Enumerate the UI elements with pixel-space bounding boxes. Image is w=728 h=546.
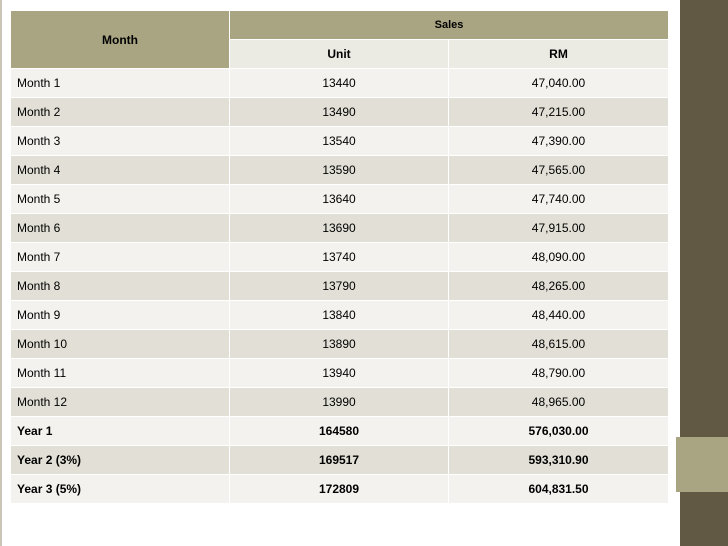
sales-table [10, 10, 669, 504]
unit-value: 13940 [230, 359, 449, 388]
unit-value: 13740 [230, 243, 449, 272]
rm-value: 47,915.00 [449, 214, 669, 243]
table-row [11, 156, 669, 185]
table-row [11, 127, 669, 156]
row-label: Month 7 [11, 243, 230, 272]
unit-value: 169517 [230, 446, 449, 475]
row-label: Year 3 (5%) [11, 475, 230, 504]
table-row [11, 272, 669, 301]
unit-value: 13540 [230, 127, 449, 156]
rm-value: 576,030.00 [449, 417, 669, 446]
rm-value: 593,310.90 [449, 446, 669, 475]
right-decorative-tab [676, 437, 728, 492]
row-label: Month 1 [11, 69, 230, 98]
row-label: Month 8 [11, 272, 230, 301]
row-label: Month 11 [11, 359, 230, 388]
table-row [11, 359, 669, 388]
unit-value: 172809 [230, 475, 449, 504]
rm-value: 48,965.00 [449, 388, 669, 417]
table-row [11, 330, 669, 359]
header-row-top [11, 11, 669, 40]
left-border-strip [0, 0, 2, 546]
unit-value: 164580 [230, 417, 449, 446]
rm-value: 47,740.00 [449, 185, 669, 214]
table-row [11, 388, 669, 417]
rm-value: 47,565.00 [449, 156, 669, 185]
unit-value: 13640 [230, 185, 449, 214]
rm-value: 48,790.00 [449, 359, 669, 388]
table-row [11, 98, 669, 127]
table-row [11, 301, 669, 330]
rm-value: 47,390.00 [449, 127, 669, 156]
row-label: Month 4 [11, 156, 230, 185]
table-header [11, 11, 669, 69]
total-row [11, 417, 669, 446]
rm-value: 48,090.00 [449, 243, 669, 272]
table-body [11, 69, 669, 504]
table-row [11, 243, 669, 272]
table-row [11, 185, 669, 214]
rm-value: 48,615.00 [449, 330, 669, 359]
unit-value: 13990 [230, 388, 449, 417]
row-label: Month 5 [11, 185, 230, 214]
rm-value: 47,040.00 [449, 69, 669, 98]
unit-value: 13440 [230, 69, 449, 98]
header-sales: Sales [230, 11, 669, 40]
row-label: Month 9 [11, 301, 230, 330]
header-unit: Unit [230, 40, 449, 69]
unit-value: 13490 [230, 98, 449, 127]
rm-value: 48,440.00 [449, 301, 669, 330]
row-label: Month 3 [11, 127, 230, 156]
unit-value: 13840 [230, 301, 449, 330]
header-month: Month [11, 11, 230, 69]
table-row [11, 69, 669, 98]
rm-value: 47,215.00 [449, 98, 669, 127]
rm-value: 604,831.50 [449, 475, 669, 504]
row-label: Year 1 [11, 417, 230, 446]
row-label: Month 2 [11, 98, 230, 127]
table-row [11, 214, 669, 243]
row-label: Month 12 [11, 388, 230, 417]
row-label: Month 6 [11, 214, 230, 243]
header-rm: RM [449, 40, 669, 69]
unit-value: 13890 [230, 330, 449, 359]
unit-value: 13590 [230, 156, 449, 185]
row-label: Month 10 [11, 330, 230, 359]
total-row [11, 475, 669, 504]
rm-value: 48,265.00 [449, 272, 669, 301]
row-label: Year 2 (3%) [11, 446, 230, 475]
unit-value: 13790 [230, 272, 449, 301]
unit-value: 13690 [230, 214, 449, 243]
total-row [11, 446, 669, 475]
